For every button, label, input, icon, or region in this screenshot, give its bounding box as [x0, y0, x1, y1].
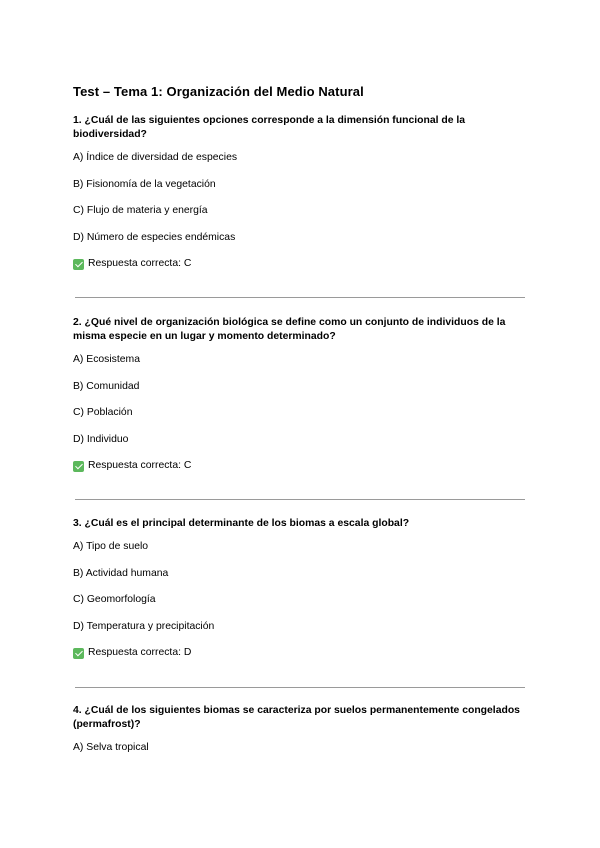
option-c: C) Geomorfología: [73, 594, 156, 606]
divider: [75, 687, 525, 688]
option-c: C) Flujo de materia y energía: [73, 205, 208, 217]
question-3: [73, 517, 523, 660]
option-b: B) Comunidad: [73, 380, 140, 392]
check-mark-icon: [73, 461, 84, 472]
option-b: B) Fisionomía de la vegetación: [73, 178, 216, 190]
divider: [75, 297, 525, 298]
option-d: D) Individuo: [73, 433, 129, 445]
question-text: 4. ¿Cuál de los siguientes biomas se caracteriza por suelos permanentemente congelados (permafrost)?: [73, 705, 520, 730]
correct-answer-text: Respuesta correcta: C: [88, 460, 192, 472]
option-b: B) Actividad humana: [73, 567, 169, 579]
question-text: 2. ¿Qué nivel de organización biológica se define como un conjunto de individuos de la misma especie en un lugar y momento determinado?: [73, 317, 506, 342]
correct-answer: [73, 257, 523, 271]
correct-answer-text: Respuesta correcta: C: [88, 258, 192, 270]
correct-answer: [73, 459, 523, 473]
option-d: D) Número de especies endémicas: [73, 231, 236, 243]
check-mark-icon: [73, 648, 84, 659]
check-mark-icon: [73, 259, 84, 270]
option-a: A) Selva tropical: [73, 742, 149, 753]
question-4: [73, 704, 523, 768]
correct-answer: [73, 646, 523, 660]
correct-answer-text: Respuesta correcta: D: [88, 647, 192, 659]
document-title: Test – Tema 1: Organización del Medio Natural: [73, 84, 364, 99]
question-1: [73, 114, 523, 271]
option-a: A) Índice de diversidad de especies: [73, 152, 238, 163]
option-a: A) Tipo de suelo: [73, 541, 149, 552]
question-text: 1. ¿Cuál de las siguientes opciones corresponde a la dimensión funcional de la biodiversidad?: [73, 115, 466, 140]
option-a: A) Ecosistema: [73, 354, 140, 365]
option-d: D) Temperatura y precipitación: [73, 620, 215, 632]
divider: [75, 499, 525, 500]
question-text: 3. ¿Cuál es el principal determinante de los biomas a escala global?: [73, 518, 410, 529]
option-c: C) Población: [73, 407, 133, 419]
question-2: [73, 316, 523, 473]
